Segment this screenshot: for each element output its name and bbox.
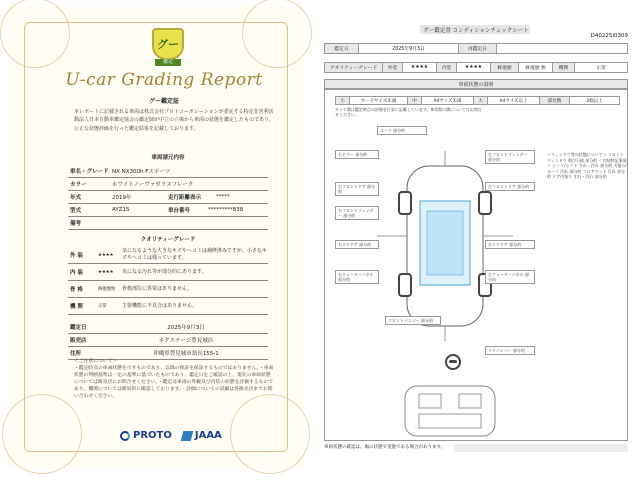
logo-bar — [120, 430, 222, 441]
grade-label: 外 装 — [70, 253, 83, 259]
q-value: ★★★★ — [457, 63, 491, 72]
damage-callout: 左フロントドア 部分的 — [485, 182, 535, 191]
vehicle-label: 備考 — [70, 221, 82, 227]
damage-callout: 右ピラー 部分的 — [335, 150, 379, 159]
car-diagram — [324, 89, 628, 441]
publish-value — [497, 44, 627, 53]
legend-cell: A4サイズ以上 — [488, 97, 540, 104]
damage-callout: 右フロントドア 部分的 — [335, 182, 379, 196]
sheet-title: グー鑑定書 コンディションチェックシート — [423, 28, 529, 34]
notes-title: ＜ご注意について＞ — [74, 359, 118, 364]
badge-ribbon: 鑑定 — [155, 59, 181, 66]
grade-row — [68, 298, 268, 315]
vehicle-label: 年式 — [70, 195, 82, 201]
goo-badge-icon — [152, 28, 184, 65]
grade-stars: ★★★★ — [98, 269, 114, 275]
grade-row — [68, 247, 268, 264]
date-label: 鑑定日 — [325, 44, 359, 53]
damage-callout: 左フロントフェンダー 部分的 — [485, 150, 535, 164]
vehicle-info-table — [68, 148, 268, 360]
info-value: ネクステージ豊見城店 — [158, 338, 214, 344]
certificate-subtitle: グー鑑定証 — [148, 98, 179, 105]
car-interior-view-icon — [395, 382, 505, 440]
vehicle-label-2: 車台番号 — [168, 208, 191, 214]
damage-callout: 左リヤドア 部分的 — [485, 240, 535, 249]
grading-certificate — [8, 6, 304, 468]
vehicle-section-title: 車両請元内容 — [151, 155, 185, 161]
damage-callout: フロントバンパー 部分的 — [385, 316, 441, 325]
tire-note: タイヤ溝は鑑定時点の評価を目安に記載しています。※実際の溝についてはお問合せください。 — [335, 107, 482, 117]
q-label: 外装 — [383, 63, 403, 72]
legend-cell: 部位数 — [540, 97, 570, 104]
window-interior-notes: ＜ウィンドウ等の状態について＞ フロントウィンドウ 飛び石痕 部分的 ＜内装特記事項＞ シート/シフト すれ・汚れ 部分的 天張り/ルーフ 汚れ 部分的 フロアマット 汚れ 部分的 ドア内張り すれ・汚れ 部分的 — [547, 152, 627, 180]
damage-callout: 右フロントフェンダー 部分的 — [335, 206, 379, 220]
grade-label: 骨 格 — [70, 287, 83, 293]
vehicle-row — [68, 178, 268, 191]
jaaa-logo-text: JAAA — [194, 430, 222, 441]
legend-cell: カードサイズ未満 — [350, 97, 408, 104]
legend-cell: 2個以上 — [586, 98, 603, 104]
vehicle-value: 2019年 — [112, 195, 132, 201]
vehicle-value-2: *********838 — [208, 207, 244, 213]
vehicle-row — [68, 217, 268, 230]
info-value: 2025年9月3日 — [167, 325, 205, 331]
sheet-footer-note: 車両状態の確認は、傷の状態で実施である場合があります。 — [324, 445, 446, 450]
vehicle-row — [68, 204, 268, 217]
info-row — [68, 334, 268, 347]
damage-callout: 左クォーターパネル 部分的 — [485, 270, 535, 284]
vehicle-label: カラー — [70, 182, 87, 188]
damage-callout: 右リヤドア 部分的 — [335, 240, 379, 249]
grade-desc: 気になる汚れ等が部分的にあります。 — [122, 268, 207, 275]
grade-stars: 正常 — [98, 304, 107, 309]
legend-cell: A4サイズ未満 — [422, 97, 474, 104]
grade-section-title: クオリティーグレード — [140, 237, 196, 243]
jaaa-logo-icon — [181, 431, 194, 441]
info-label: 販売店 — [70, 338, 87, 344]
grade-row — [68, 281, 268, 298]
badge-text: グー — [157, 38, 179, 51]
proto-logo-text: PROTO — [133, 430, 172, 441]
q-value: ★★★★ — [403, 63, 437, 72]
damage-callout: リヤバンパー 部分的 — [485, 346, 535, 355]
vehicle-value: AYZ15 — [112, 207, 130, 213]
grade-row — [68, 264, 268, 281]
grade-stars: ★★★★ — [98, 252, 114, 258]
damage-callout: ルーフ 部分的 — [377, 126, 427, 135]
certificate-title: U-car Grading Report — [65, 70, 263, 90]
certificate-intro: 本レポートに記載される車両は株式会社プロトコーポレーションが委託する特定非営利活動法人日本自動車鑑定協会の鑑定師が中立の立場から車両の状態を鑑定したものであり、公正な状態評価を行った鑑定結果を記載しております。 — [74, 109, 275, 132]
damage-callout: 右クォーターパネル 部分的 — [335, 270, 379, 284]
legend-cell: 中 — [408, 97, 422, 104]
info-label: 鑑定日 — [70, 325, 87, 331]
q-value: 正常 — [596, 66, 606, 71]
info-value: 沖縄県豊見城市翁長155-1 — [153, 351, 219, 357]
damage-legend — [335, 96, 620, 105]
q-label: 内装 — [437, 63, 457, 72]
vehicle-value: ホワイトノーヴァガラスフレーク — [112, 182, 194, 188]
vehicle-value-2: ***** — [216, 194, 230, 200]
grade-stars: 修復歴無 — [98, 287, 116, 292]
grade-desc: 気になるような大きなキズやヘコミは補修済みですが、小さなキズやヘコミは残っています。 — [122, 248, 267, 261]
quality-label: クオリティーグレード — [325, 63, 383, 72]
quality-row — [324, 62, 628, 73]
jaaa-logo — [182, 430, 222, 441]
condition-check-sheet — [324, 26, 628, 466]
info-label: 住所 — [70, 351, 82, 357]
legend-cell: 大 — [474, 97, 488, 104]
vehicle-label: 車名・グレード — [70, 169, 109, 175]
date-value: 2025年9月3日 — [359, 44, 459, 53]
legend-cell: 小 — [336, 97, 350, 104]
vehicle-row — [68, 191, 268, 204]
grade-desc: 骨格部位に異常はありません。 — [122, 285, 193, 292]
proto-logo-icon — [120, 431, 130, 441]
steering-wheel-icon — [445, 354, 461, 370]
grade-label: 内 装 — [70, 270, 83, 276]
notes-body: ・鑑定時点の車両状態を示すものであり、以降の保証を保証するものではありません。・車両状態の判断基準は一定の基準に基づいたものであり、鑑定日をご確認の上、現在の車両状態については販売店にお問合せください。・鑑定は車両の外観及び内装の状態を評価するものであり、機関については簡易的に確認しております。・評価についての詳細は各販売店までお問い合わせください。 — [74, 366, 274, 399]
legend-title: 車両状態の説明 — [324, 79, 628, 89]
q-value: 修復歴 無 — [519, 63, 553, 72]
info-row — [68, 321, 268, 334]
vehicle-row — [68, 165, 268, 178]
q-label: 機関 — [553, 63, 575, 72]
sheet-ref-number: D40225I0309 — [590, 33, 628, 39]
q-label: 修復歴 — [491, 63, 519, 72]
vehicle-label-2: 走行距離表示 — [168, 195, 202, 201]
grade-desc: 主要機能に不具合はありません。 — [122, 302, 198, 309]
publish-label: 再鑑定日 — [459, 44, 497, 53]
grade-label: 機 関 — [70, 304, 83, 310]
proto-logo — [120, 430, 172, 441]
certificate-notes — [74, 358, 274, 400]
footer-bar — [454, 444, 628, 452]
sheet-header — [324, 26, 628, 34]
vehicle-label: 型式 — [70, 208, 82, 214]
date-row — [324, 43, 628, 54]
vehicle-value: NX NX300h Fスポーツ — [112, 169, 171, 175]
